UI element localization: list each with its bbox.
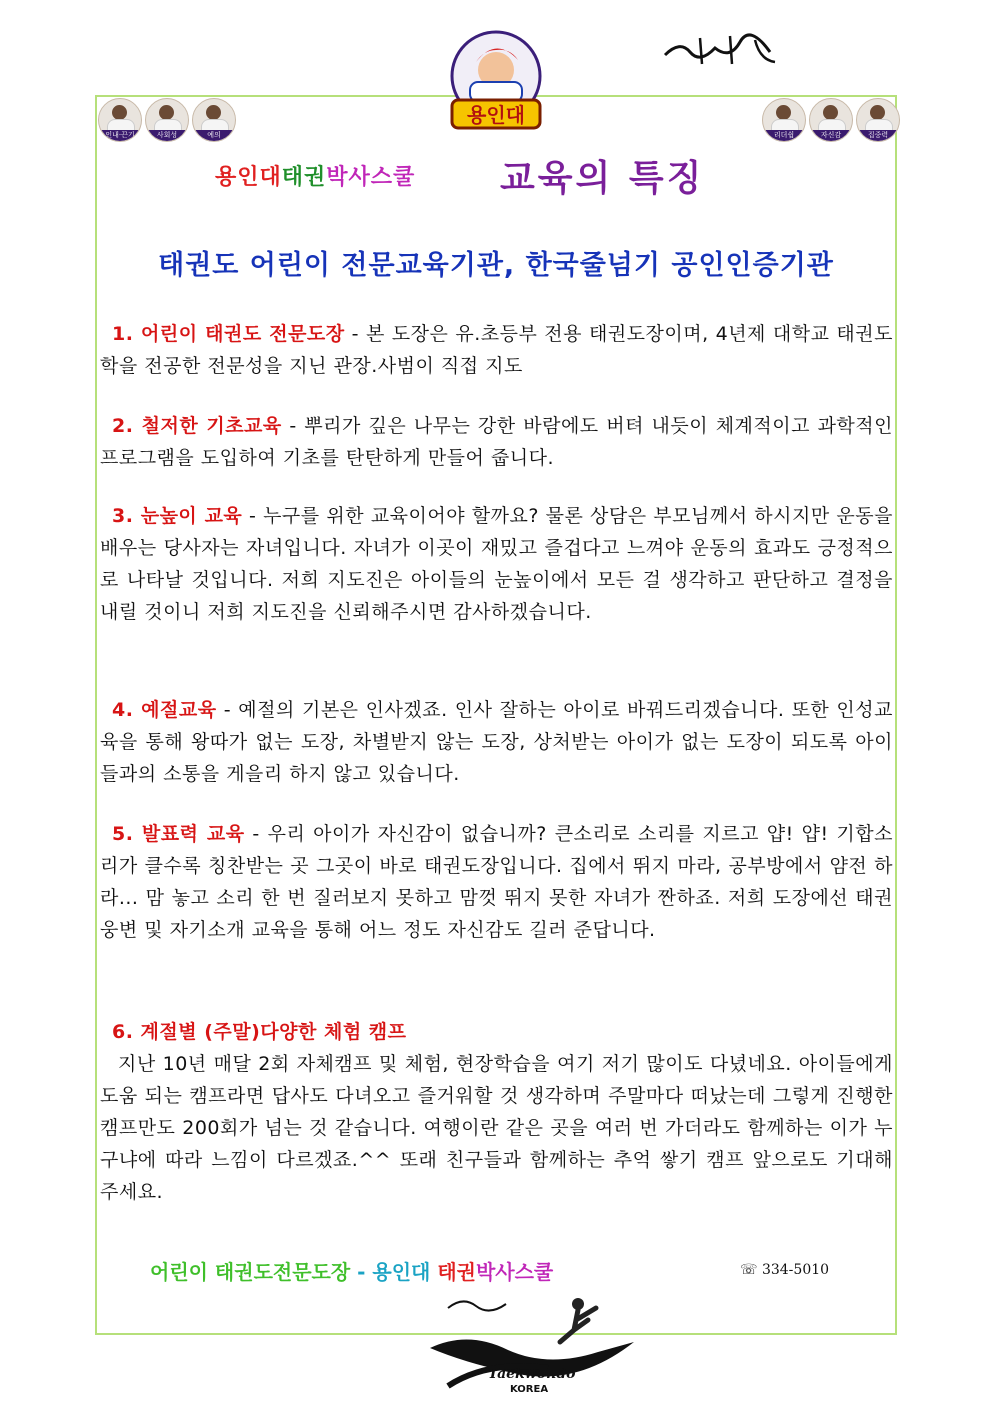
photo-thumbnail: 인내·끈기 (98, 98, 142, 142)
section-heading: 3. 눈높이 교육 (112, 505, 243, 527)
section-heading: 5. 발표력 교육 (112, 823, 245, 845)
school-name-part: 박사스쿨 (326, 165, 416, 190)
taekwondo-korea-logo (428, 1290, 638, 1395)
section-5 (100, 818, 893, 946)
phone-number: ☏ 334-5010 (740, 1262, 830, 1278)
subtitle: 태권도 어린이 전문교육기관, 한국줄넘기 공인인증기관 (158, 250, 834, 281)
tkd-logo-text: Taekwondo (488, 1366, 576, 1382)
section-body: - 누구를 위한 교육이어야 할까요? 물론 상담은 부모님께서 하시지만 운동을 배우는 당사자는 자녀입니다. 자녀가 이곳이 재밌고 즐겁다고 느껴야 운동의 효과도 긍정적으로 나타날 것입니다. 저희 지도진은 아이들의 눈높이에서 모든 걸 생각하고 판단하고 결정을 내릴 것이니 저희 지도진을 신뢰해주시면 감사하겠습니다. (100, 505, 893, 623)
section-heading: 6. 계절별 (주말)다양한 체험 캠프 (112, 1021, 407, 1043)
title-row (215, 150, 775, 199)
section-heading: 1. 어린이 태권도 전문도장 (112, 323, 345, 345)
mascot-logo (440, 26, 552, 136)
section-1 (100, 318, 893, 382)
photo-thumbnail: 사회성 (145, 98, 189, 142)
footer-part: 태권 (437, 1260, 476, 1284)
section-body: 지난 10년 매달 2회 자체캠프 및 체험, 현장학습을 여기 저기 많이도 다녔네요. 아이들에게 도움 되는 캠프라면 답사도 다녀오고 즐거워할 것 생각하며 주말마다 떠났는데 그렇게 진행한 캠프만도 200회가 넘는 것 같습니다. 여행이란 같은 곳을 여러 번 가더라도 함께하는 이가 누구냐에 따라 느낌이 다르겠죠.^^ 또래 친구들과 함께하는 추억 쌓기 캠프 앞으로도 기대해 주세요. (100, 1053, 893, 1203)
section-3 (100, 500, 893, 628)
page-title: 교육의 특징 (500, 158, 705, 199)
section-body: - 본 도장은 유.초등부 전용 태권도장이며, 4년제 대학교 태권도학을 전공한 전문성을 지닌 관장.사범이 직접 지도 (100, 323, 893, 377)
left-photo-strip (98, 98, 236, 142)
school-name (215, 160, 415, 191)
photo-thumbnail: 자신감 (809, 98, 853, 142)
section-heading: 4. 예절교육 (112, 699, 217, 721)
school-name-part: 용인대 (215, 165, 282, 190)
photo-thumbnail: 예의 (192, 98, 236, 142)
right-photo-strip (762, 98, 900, 142)
footer-part: 어린이 태권도전문도장 (150, 1260, 351, 1284)
photo-thumbnail: 리더쉽 (762, 98, 806, 142)
footer-slogan (150, 1256, 553, 1285)
section-4 (100, 694, 893, 790)
school-name-part: 태권 (281, 165, 327, 190)
tkd-logo-sub: KOREA (510, 1384, 549, 1395)
section-2 (100, 410, 893, 474)
section-heading: 2. 철저한 기초교육 (112, 415, 282, 437)
section-body: - 우리 아이가 자신감이 없습니까? 큰소리로 소리를 지르고 얍! 얍! 기합소리가 클수록 칭찬받는 곳 그곳이 바로 태권도장입니다. 집에서 뛰지 마라, 공부방에서 얌전 하라... 맘 놓고 소리 한 번 질러보지 못하고 맘껏 뛰지 못한 자녀가 짠하죠. 저희 도장에선 태권웅변 및 자기소개 교육을 통해 어느 정도 자신감도 길러 준답니다. (100, 823, 893, 941)
photo-thumbnail: 집중력 (856, 98, 900, 142)
footer-part: 박사스쿨 (475, 1260, 554, 1284)
brand-signature (660, 30, 780, 70)
logo-text: 용인대 (467, 103, 525, 127)
section-body: - 뿌리가 깊은 나무는 강한 바람에도 버텨 내듯이 체계적이고 과학적인 프로그램을 도입하여 기초를 탄탄하게 만들어 줍니다. (100, 415, 893, 469)
footer-part: - 용인대 (350, 1260, 438, 1284)
section-6 (100, 1016, 893, 1208)
section-body: - 예절의 기본은 인사겠죠. 인사 잘하는 아이로 바꿔드리겠습니다. 또한 인성교육을 통해 왕따가 없는 도장, 차별받지 않는 도장, 상처받는 아이가 없는 도장이 되도록 아이들과의 소통을 게을리 하지 않고 있습니다. (100, 699, 893, 785)
